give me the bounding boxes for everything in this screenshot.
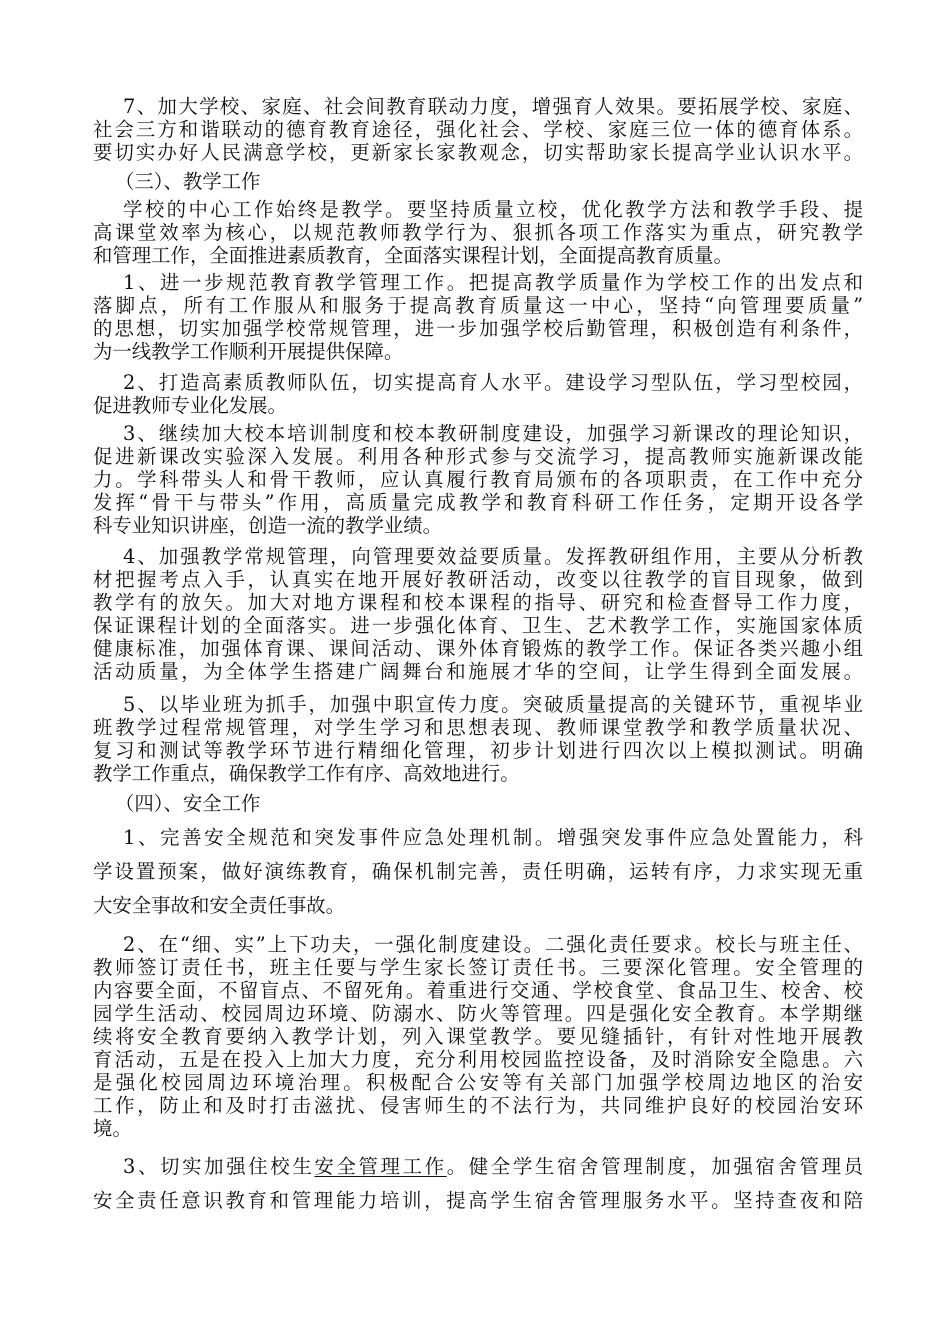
text-line: 学设置预案，做好演练教育，确保机制完善，责任明确，运转有序，力求实现无重: [93, 860, 863, 883]
text-line: 是强化校园周边环境治理。积极配合公安等有关部门加强学校周边地区的治安: [93, 1071, 863, 1094]
text-line: 教师签订责任书，班主任要与学生家长签订责任书。三要深化管理。安全管理的: [93, 956, 863, 979]
text-line: 7、加大学校、家庭、社会间教育联动力度，增强育人效果。要拓展学校、家庭、: [123, 95, 863, 118]
paragraph-safety-item-2: [93, 933, 863, 1140]
paragraph-teaching-item-5: [93, 693, 863, 785]
text-line: 发挥“骨干与带头”作用，高质量完成教学和教育科研工作任务，定期开设各学: [93, 491, 863, 514]
paragraph-teaching-item-3: [93, 422, 863, 537]
text-line: 2、在“细、实”上下功夫，一强化制度建设。二强化责任要求。校长与班主任、: [123, 933, 863, 956]
text-line-with-underline: 3、切实加强住校生安全管理工作。健全学生宿舍管理制度，加强宿舍管理员: [123, 1155, 864, 1178]
text-line: 1、进一步规范教育教学管理工作。把提高教学质量作为学校工作的出发点和: [123, 271, 863, 294]
text-line: 复习和测试等教学环节进行精细化管理，初步计划进行四次以上模拟测试。明确: [93, 739, 863, 762]
underlined-phrase: 安全管理工作: [314, 1155, 447, 1178]
paragraph-teaching-intro: [93, 198, 863, 267]
text-line: 园学生活动、校园周边环境、防溺水、防火等管理。四是强化安全教育。本学期继: [93, 1002, 863, 1025]
text-line: 育活动，五是在投入上加大力度，充分利用校园监控设备，及时消除安全隐患。六: [93, 1048, 863, 1071]
text-line: 健康标准，加强体育课、课间活动、课外体育锻炼的教学工作。保证各类兴趣小组: [93, 637, 863, 660]
text-line: 材把握考点入手，认真实在地开展好教研活动，改变以往教学的盲目现象，做到: [93, 568, 863, 591]
section-title: （四）、安全工作: [115, 792, 261, 815]
text-line: 社会三方和谐联动的德育教育途径，强化社会、学校、家庭三位一体的德育体系。: [93, 118, 863, 141]
paragraph-teaching-item-4: [93, 545, 863, 683]
text-line: 大安全事故和安全责任事故。: [93, 894, 346, 917]
text-line: 学校的中心工作始终是教学。要坚持质量立校，优化教学方法和教学手段、提: [123, 198, 863, 221]
text-line: 科专业知识讲座，创造一流的教学业绩。: [93, 514, 443, 537]
text-line: 高课堂效率为核心，以规范教师教学行为、狠抓各项工作落实为重点，研究教学: [93, 221, 863, 244]
text-line: 工作，防止和及时打击滋扰、侵害师生的不法行为，共同维护良好的校园治安环: [93, 1094, 863, 1117]
paragraph-item-7: [93, 95, 863, 164]
text-line: 为一线教学工作顺利开展提供保障。: [93, 340, 404, 363]
text-line: 班教学过程常规管理，对学生学习和思想表现、教师课堂教学和教学质量状况、: [93, 716, 863, 739]
text-line: 3、继续加大校本培训制度和校本教研制度建设，加强学习新课改的理论知识，: [123, 422, 863, 445]
text-line: 安全责任意识教育和管理能力培训，提高学生宿舍管理服务水平。坚持查夜和陪: [93, 1189, 863, 1212]
paragraph-safety-item-3: [93, 1150, 863, 1218]
text-line: 落脚点，所有工作服从和服务于提高教育质量这一中心，坚持“向管理要质量”: [93, 294, 863, 317]
text-line: 保证课程计划的全面落实。进一步强化体育、卫生、艺术教学工作，实施国家体质: [93, 614, 863, 637]
section-heading-safety: [93, 792, 863, 815]
paragraph-teaching-item-1: [93, 271, 863, 363]
text-line: 5、以毕业班为抓手，加强中职宣传力度。突破质量提高的关键环节，重视毕业: [123, 693, 863, 716]
text-line: 教学工作重点，确保教学工作有序、高效地进行。: [93, 762, 520, 785]
text-line: 促进新课改实验深入发展。利用各种形式参与交流学习，提高教师实施新课改能: [93, 445, 863, 468]
text-line: 教学有的放矢。加大对地方课程和校本课程的指导、研究和检查督导工作力度，: [93, 591, 863, 614]
section-heading-teaching: [93, 170, 863, 193]
paragraph-teaching-item-2: [93, 371, 863, 417]
text-line: 内容要全面，不留盲点、不留死角。着重进行交通、学校食堂、食品卫生、校舍、校: [93, 979, 863, 1002]
text-line: 1、完善安全规范和突发事件应急处理机制。增强突发事件应急处置能力，科: [123, 826, 863, 849]
text-line: 促进教师专业化发展。: [93, 394, 287, 417]
text-line: 4、加强教学常规管理，向管理要效益要质量。发挥教研组作用，主要从分析教: [123, 545, 863, 568]
text-line: 活动质量，为全体学生搭建广阔舞台和施展才华的空间，让学生得到全面发展。: [93, 660, 863, 683]
text-line: 的思想，切实加强学校常规管理，进一步加强学校后勤管理，积极创造有利条件，: [93, 317, 863, 340]
paragraph-safety-item-1: [93, 821, 863, 923]
text-line: 要切实办好人民满意学校，更新家长家教观念，切实帮助家长提高学业认识水平。: [93, 141, 863, 164]
text-line: 续将安全教育要纳入教学计划，列入课堂教学。要见缝插针，有针对性地开展教: [93, 1025, 863, 1048]
text-line: 力。学科带头人和骨干教师，应认真履行教育局颁布的各项职责，在工作中充分: [93, 468, 863, 491]
section-title: （三）、教学工作: [115, 170, 261, 193]
text-line: 2、打造高素质教师队伍，切实提高育人水平。建设学习型队伍，学习型校园，: [123, 371, 863, 394]
text-line: 和管理工作，全面推进素质教育，全面落实课程计划，全面提高教育质量。: [93, 244, 733, 267]
text-line: 境。: [93, 1117, 132, 1140]
